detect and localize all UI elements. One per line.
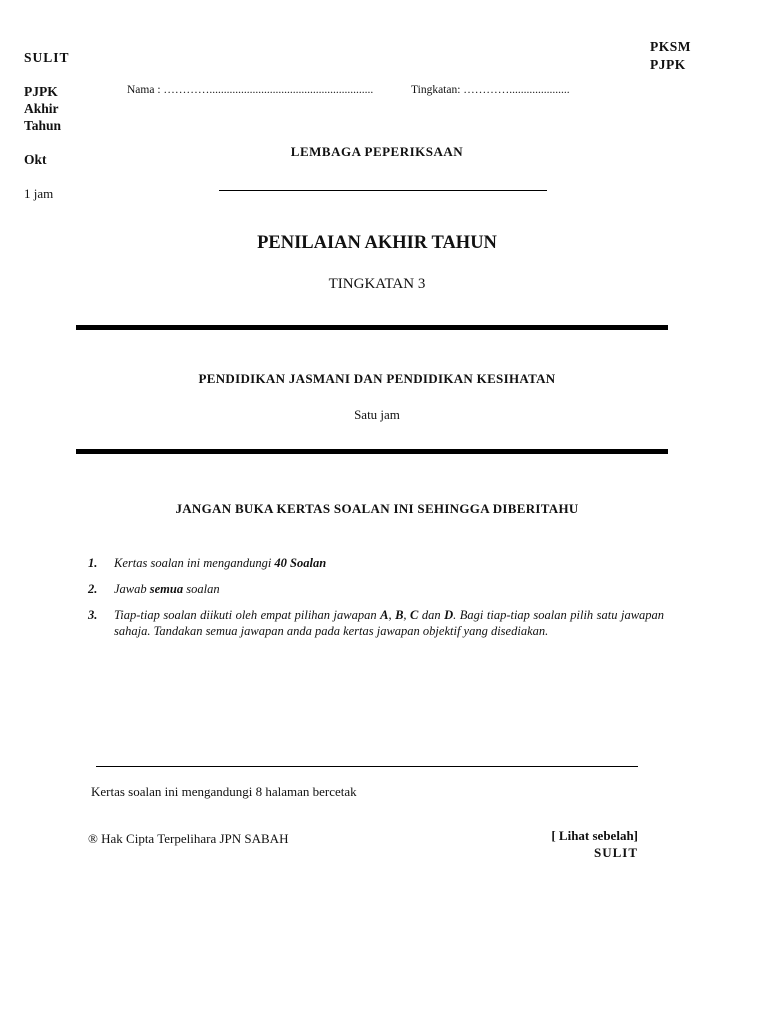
pages-note: Kertas soalan ini mengandungi 8 halaman bercetak [91,784,357,799]
instruction-item-1: 1. Kertas soalan ini mengandungi 40 Soalan [88,556,327,570]
word-akhir: Akhir [24,101,59,116]
exam-title: PENILAIAN AKHIR TAHUN [257,233,497,253]
footer-sulit: SULIT [593,845,638,860]
exam-duration-short: 1 jam [24,186,54,201]
sulit-label: SULIT [24,50,70,65]
exam-board: LEMBAGA PEPERIKSAAN [290,144,464,159]
footer-rule [96,766,638,767]
instruction-item-3: 3. Tiap-tiap soalan diikuti oleh empat pilihan jawapan A, B, C dan D. Bagi tiap-tiap soalan pilih satu jawapan sahaja. Tandakan semua jawapan anda pada kertas jawapan objektif yang disediakan. [88,608,665,638]
form-level: TINGKATAN 3 [328,276,426,292]
warning-text: JANGAN BUKA KERTAS SOALAN INI SEHINGGA DIBERITAHU [175,501,579,516]
thick-rule-top [76,325,668,330]
nama-field: Nama : …………......................................................... [127,84,374,96]
subject-code: PJPK [24,84,58,99]
code-pksm: PKSM [650,39,691,54]
instructions-list [88,555,664,649]
subject-title: PENDIDIKAN JASMANI DAN PENDIDIKAN KESIHATAN [198,371,556,386]
instruction-item-2: 2. Jawab semua soalan [88,582,220,596]
instruction-number: 3. [88,608,98,622]
duration-text: Satu jam [354,407,400,422]
word-tahun: Tahun [24,118,62,133]
code-pjpk: PJPK [650,57,686,72]
see-next-page: [ Lihat sebelah] [551,828,638,843]
instruction-number: 1. [88,556,98,570]
exam-month: Okt [24,152,47,167]
instruction-number: 2. [88,582,98,596]
thick-rule-bottom [76,449,668,454]
tingkatan-field: Tingkatan: …………..................... [411,84,570,96]
copyright-notice: ® Hak Cipta Terpelihara JPN SABAH [88,831,289,846]
board-underline [219,190,547,191]
